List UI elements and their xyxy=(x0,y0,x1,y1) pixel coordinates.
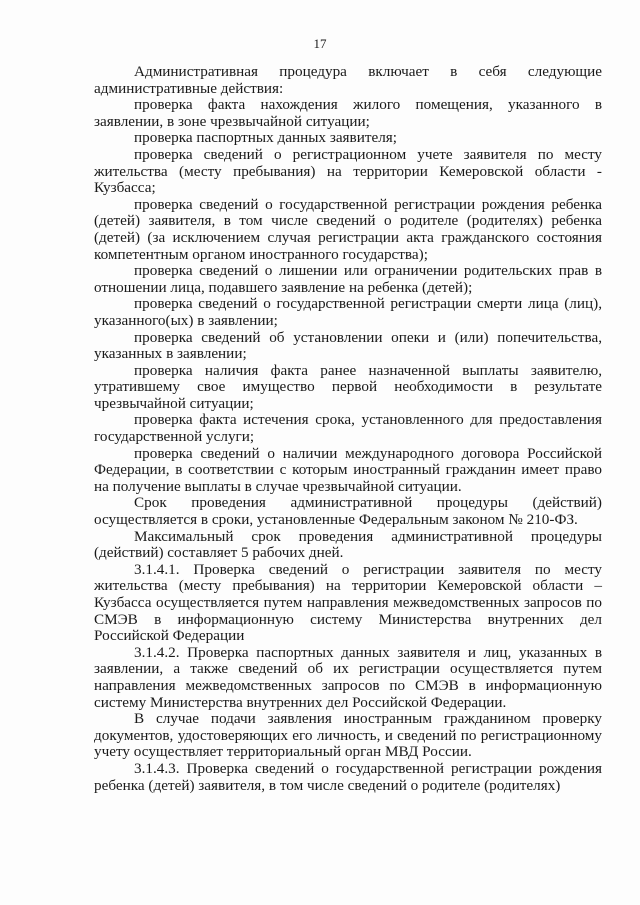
paragraph: проверка наличия факта ранее назначенной выплаты заявителю, утратившему свое имущество первой необходимости в результате чрезвычайной ситуации; xyxy=(94,361,602,412)
paragraph: проверка сведений о государственной регистрации смерти лица (лиц), указанного(ых) в заявлении; xyxy=(94,295,602,329)
paragraph: проверка сведений о лишении или ограничении родительских прав в отношении лица, подавшего заявление на ребенка (детей); xyxy=(94,262,602,296)
paragraph: 3.1.4.3. Проверка сведений о государственной регистрации рождения ребенка (детей) заявителя, в том числе сведений о родителе (родителях) xyxy=(94,759,602,794)
paragraph: проверка паспортных данных заявителя; xyxy=(134,129,398,147)
paragraph: проверка факта нахождения жилого помещения, указанного в заявлении, в зоне чрезвычайной ситуации; xyxy=(94,96,602,130)
paragraph: проверка сведений о регистрационном учете заявителя по месту жительства (месту пребывания) на территории Кемеровской области - Кузбасса; xyxy=(94,145,602,197)
document-body xyxy=(94,64,602,794)
paragraph: В случае подачи заявления иностранным гражданином проверку документов, удостоверяющих его личность, и сведений по регистрационному учету осуществляет территориальный орган МВД России. xyxy=(94,710,602,761)
paragraph: проверка сведений о государственной регистрации рождения ребенка (детей) заявителя, в том числе сведений о родителе (родителях) ребенка (детей) (за исключением случая регистрации акта гражданского состояния компетентным органом иностранного государства); xyxy=(94,195,602,263)
paragraph: 3.1.4.2. Проверка паспортных данных заявителя и лиц, указанных в заявлении, а также сведений об их регистрации осуществляется путем направления межведомственных запросов по СМЭВ в информационную систему Министерства внутренних дел Российской Федерации. xyxy=(94,643,602,711)
paragraph: проверка сведений о наличии международного договора Российской Федерации, в соответствии с которым иностранный гражданин имеет право на получение выплаты в случае чрезвычайной ситуации. xyxy=(94,444,602,495)
paragraph: 3.1.4.1. Проверка сведений о регистрации заявителя по месту жительства (месту пребывания) на территории Кемеровской области – Кузбасса осуществляется путем направления межведомственных запросов по СМЭВ в информационную систему Министерства внутренних дел Российской Федерации xyxy=(94,560,602,645)
paragraph: проверка сведений об установлении опеки и (или) попечительства, указанных в заявлении; xyxy=(94,328,602,363)
paragraph: проверка факта истечения срока, установленного для предоставления государственной услуги; xyxy=(94,411,602,446)
paragraph: Максимальный срок проведения административной процедуры (действий) составляет 5 рабочих дней. xyxy=(94,527,602,562)
paragraph: Административная процедура включает в себя следующие административные действия: xyxy=(94,63,602,97)
paragraph: Срок проведения административной процедуры (действий) осуществляется в сроки, установленные Федеральным законом № 210-ФЗ. xyxy=(94,494,602,529)
page-number: 17 xyxy=(313,36,327,51)
